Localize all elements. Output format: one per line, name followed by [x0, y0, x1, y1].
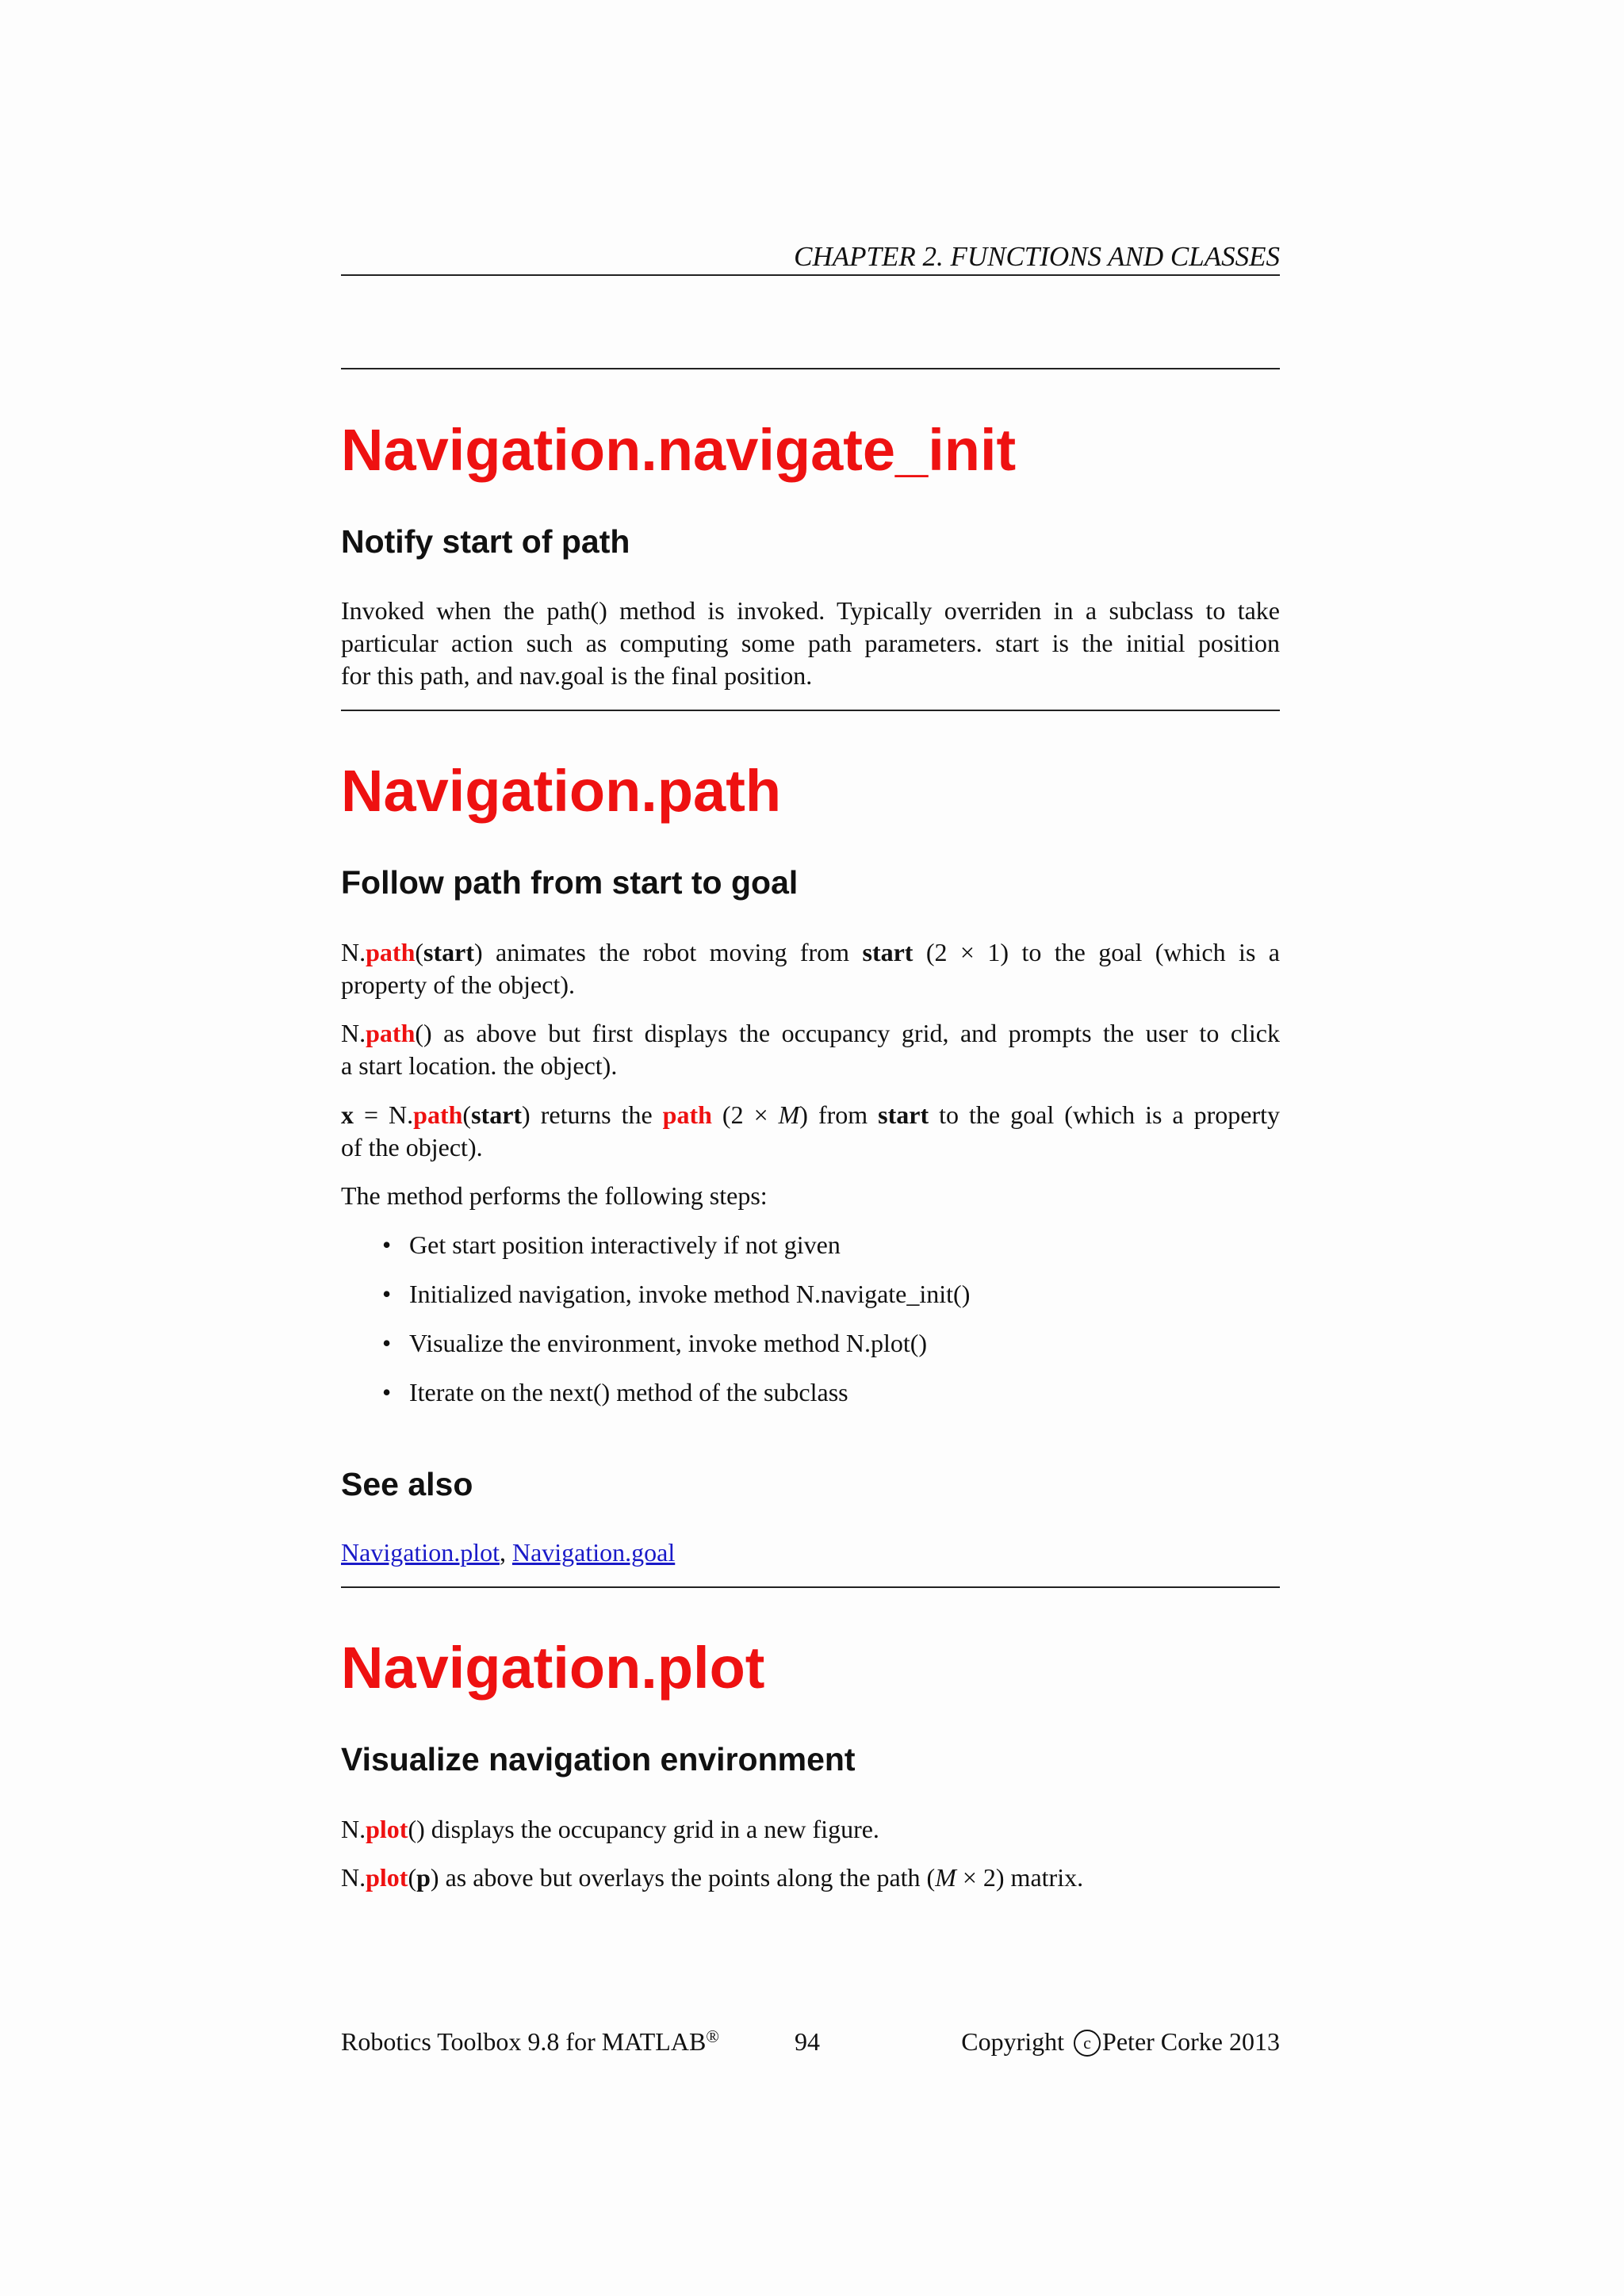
text-line: Invoked when the path() method is invoked. Typically overriden in a subclass to take	[341, 596, 1280, 625]
plot-usage-1	[341, 1813, 1280, 1846]
text: (2 × 1) to the goal (which is a	[913, 938, 1281, 966]
running-head: CHAPTER 2. FUNCTIONS AND CLASSES	[794, 241, 1280, 272]
method-keyword: path	[366, 1019, 416, 1047]
list-item-text: Initialized navigation, invoke method N.navigate_init()	[409, 1280, 971, 1308]
list-item	[381, 1278, 970, 1327]
text: ) from	[799, 1100, 879, 1129]
section-rule	[341, 1586, 1280, 1588]
text: N.	[341, 1815, 366, 1843]
text: Robotics Toolbox 9.8 for MATLAB	[341, 2027, 707, 2056]
text-line	[341, 1099, 1280, 1131]
text-line	[341, 936, 1280, 969]
text: N.	[341, 938, 366, 966]
text-line: property of the object).	[341, 970, 575, 999]
navigate-init-description	[341, 595, 1280, 692]
text: = N.	[354, 1100, 414, 1129]
path-usage-3	[341, 1099, 1280, 1164]
section-rule	[341, 368, 1280, 369]
argument: start	[878, 1100, 929, 1129]
section-title-plot: Navigation.plot	[341, 1635, 765, 1701]
method-keyword: plot	[366, 1815, 408, 1843]
text: (	[462, 1100, 472, 1129]
text: (	[415, 938, 424, 966]
section-title-path: Navigation.path	[341, 758, 782, 824]
return-value: x	[341, 1100, 354, 1129]
footer-copyright	[961, 2022, 1280, 2061]
argument: p	[416, 1863, 431, 1892]
document-page	[341, 0, 1280, 2296]
argument: start	[471, 1100, 523, 1129]
path-usage-2	[341, 1017, 1280, 1082]
method-keyword: path	[413, 1100, 463, 1129]
bullet-icon: •	[382, 1280, 392, 1308]
math-symbol: M	[778, 1100, 800, 1129]
text-line: of the object).	[341, 1133, 483, 1161]
steps-list	[381, 1229, 970, 1425]
list-item	[381, 1229, 970, 1278]
header-rule	[341, 274, 1280, 276]
text: Copyright	[961, 2027, 1071, 2056]
text: ) returns the	[522, 1100, 663, 1129]
section-subtitle-plot: Visualize navigation environment	[341, 1741, 856, 1777]
text: Peter Corke 2013	[1102, 2027, 1280, 2056]
steps-intro: The method performs the following steps:	[341, 1181, 768, 1210]
section-subtitle-navigate-init: Notify start of path	[341, 523, 630, 560]
section-title-navigate-init: Navigation.navigate_init	[341, 417, 1017, 483]
text: () displays the occupancy grid in a new figure.	[408, 1815, 879, 1843]
text: to the goal (which is a property	[929, 1100, 1281, 1129]
math-symbol: M	[935, 1863, 956, 1892]
text-line: particular action such as computing some path parameters. start is the initial position	[341, 629, 1280, 657]
list-item-text: Visualize the environment, invoke method N.plot()	[409, 1329, 928, 1357]
text: (2 ×	[711, 1100, 779, 1129]
list-item-text: Iterate on the next() method of the subclass	[409, 1378, 848, 1406]
path-usage-1	[341, 936, 1280, 1001]
list-item	[381, 1376, 970, 1425]
see-also-heading: See also	[341, 1466, 473, 1502]
text-line	[341, 1017, 1280, 1050]
list-item-text: Get start position interactively if not given	[409, 1230, 841, 1259]
list-item	[381, 1327, 970, 1376]
copyright-icon: c	[1074, 2030, 1101, 2057]
page-number: 94	[795, 2027, 820, 2056]
link-navigation-plot[interactable]: Navigation.plot	[341, 1538, 500, 1567]
argument: start	[862, 938, 914, 966]
registered-mark: ®	[706, 2026, 719, 2046]
section-rule	[341, 710, 1280, 711]
text-line: for this path, and nav.goal is the final position.	[341, 661, 813, 690]
method-keyword: plot	[366, 1863, 408, 1892]
text: ,	[499, 1538, 512, 1567]
footer-book-title	[341, 2022, 719, 2064]
text: × 2) matrix.	[956, 1863, 1084, 1892]
bullet-icon: •	[382, 1378, 392, 1406]
argument: start	[423, 938, 474, 966]
link-navigation-goal[interactable]: Navigation.goal	[511, 1538, 676, 1567]
text: () as above but first displays the occupancy grid, and prompts the user to click	[415, 1019, 1280, 1047]
text-line	[341, 1813, 1280, 1846]
bullet-icon: •	[382, 1230, 392, 1259]
text: (	[408, 1863, 417, 1892]
text: ) as above but overlays the points along the path (	[430, 1863, 936, 1892]
method-keyword: path	[366, 938, 416, 966]
text: N.	[341, 1019, 366, 1047]
text: ) animates the robot moving from	[473, 938, 863, 966]
text-line: a start location. the object).	[341, 1051, 618, 1080]
bullet-icon: •	[382, 1329, 392, 1357]
see-also-links	[341, 1536, 1280, 1569]
section-subtitle-path: Follow path from start to goal	[341, 864, 799, 901]
plot-usage-2	[341, 1862, 1280, 1894]
page-footer	[341, 2022, 1280, 2061]
text-line	[341, 1862, 1280, 1894]
text: N.	[341, 1863, 366, 1892]
method-keyword: path	[662, 1100, 712, 1129]
